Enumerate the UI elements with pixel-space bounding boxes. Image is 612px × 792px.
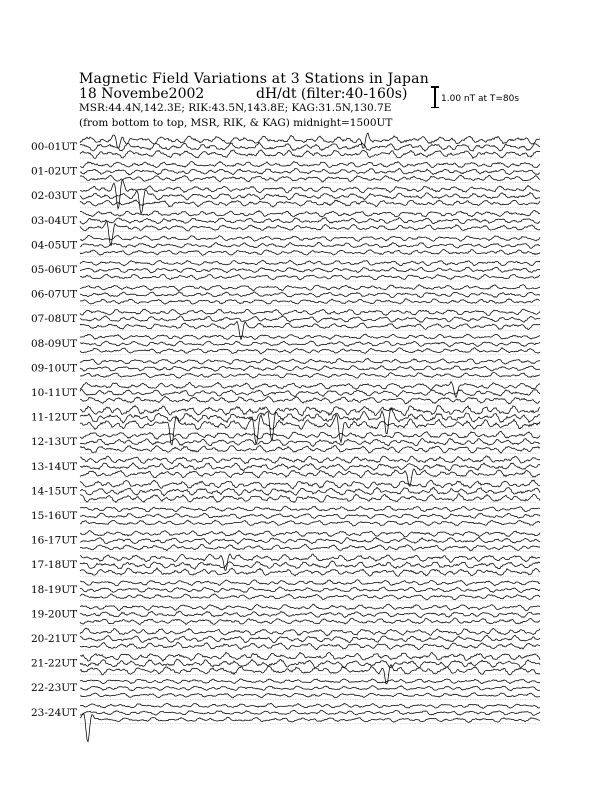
trace-kag-10-11ut [80, 382, 540, 398]
hour-label: 14-15UT [31, 485, 78, 498]
trace-kag-03-04ut [80, 211, 540, 217]
trace-msr-09-10ut [80, 372, 540, 378]
hour-label: 08-09UT [31, 337, 78, 350]
trace-kag-08-09ut [80, 334, 540, 340]
chart-filter-mode: dH/dt (filter:40-160s) [256, 86, 408, 102]
trace-rik-00-01ut [80, 142, 540, 151]
trace-rik-14-15ut [80, 487, 540, 496]
trace-kag-07-08ut [80, 309, 540, 316]
trace-rik-19-20ut [80, 611, 540, 618]
station-coordinates: MSR:44.4N,142.3E; RIK:43.5N,143.8E; KAG:31.5N,130.7E [79, 102, 392, 114]
trace-msr-18-19ut [80, 594, 540, 600]
hour-label: 00-01UT [31, 141, 78, 153]
trace-msr-08-09ut [80, 348, 540, 354]
trace-rik-21-22ut [80, 659, 540, 668]
hour-label: 07-08UT [31, 313, 78, 326]
trace-rik-05-06ut [80, 267, 540, 273]
trace-rik-18-19ut [80, 587, 540, 593]
trace-msr-03-04ut [80, 222, 540, 246]
hour-label: 19-20UT [31, 608, 78, 621]
trace-rik-06-07ut [80, 292, 540, 298]
trace-kag-09-10ut [80, 358, 540, 364]
trace-msr-19-20ut [80, 618, 540, 625]
hour-label: 01-02UT [31, 165, 78, 178]
trace-kag-04-05ut [80, 235, 540, 241]
trace-rik-13-14ut [80, 463, 540, 471]
trace-msr-00-01ut [80, 150, 540, 159]
hour-label: 06-07UT [31, 288, 78, 301]
trace-kag-11-12ut [80, 405, 540, 416]
hour-label: 03-04UT [31, 214, 78, 227]
trace-msr-12-13ut [80, 445, 540, 453]
trace-kag-00-01ut [80, 133, 540, 148]
trace-rik-08-09ut [80, 341, 540, 347]
hour-label: 11-12UT [31, 411, 78, 424]
hour-label: 02-03UT [31, 190, 78, 203]
trace-rik-10-11ut [80, 390, 540, 397]
trace-kag-14-15ut [80, 480, 540, 489]
trace-kag-18-19ut [80, 580, 540, 586]
hour-label: 20-21UT [31, 633, 78, 645]
trace-msr-15-16ut [80, 520, 540, 526]
hour-label: 16-17UT [31, 534, 78, 547]
trace-kag-20-21ut [80, 628, 540, 636]
trace-msr-02-03ut [80, 200, 540, 207]
trace-rik-16-17ut [80, 537, 540, 544]
chart-date: 18 Novembe2002 [79, 86, 205, 102]
hour-label: 17-18UT [31, 559, 78, 572]
hour-label: 05-06UT [31, 264, 78, 276]
hour-label: 04-05UT [31, 239, 78, 252]
hour-label: 15-16UT [31, 510, 78, 522]
trace-rik-09-10ut [80, 366, 540, 372]
hour-label: 12-13UT [31, 436, 78, 449]
trace-msr-14-15ut [80, 494, 540, 503]
trace-msr-06-07ut [80, 299, 540, 305]
trace-kag-16-17ut [80, 531, 540, 537]
trace-kag-19-20ut [80, 604, 540, 610]
trace-kag-13-14ut [80, 456, 540, 464]
hour-label: 13-14UT [31, 460, 78, 473]
trace-msr-10-11ut [80, 396, 540, 404]
trace-rik-22-23ut [80, 686, 540, 691]
trace-kag-06-07ut [80, 285, 540, 291]
trace-rik-20-21ut [80, 635, 540, 643]
trace-rik-03-04ut [80, 217, 540, 224]
trace-rik-01-02ut [80, 168, 540, 175]
trace-msr-23-24ut [80, 713, 540, 741]
trace-rik-12-13ut [80, 438, 540, 446]
hour-label: 23-24UT [31, 706, 78, 719]
trace-kag-22-23ut [80, 679, 540, 684]
trace-msr-05-06ut [80, 274, 540, 280]
trace-kag-23-24ut [80, 703, 540, 708]
trace-rik-17-18ut [80, 561, 540, 569]
trace-rik-04-05ut [80, 242, 540, 248]
scale-label: 1.00 nT at T=80s [441, 94, 520, 104]
hour-label: 22-23UT [31, 682, 78, 695]
hour-label: 21-22UT [31, 657, 78, 670]
trace-rik-02-03ut [80, 190, 540, 214]
trace-rik-07-08ut [80, 316, 540, 323]
trace-msr-04-05ut [80, 249, 540, 255]
trace-msr-20-21ut [80, 642, 540, 649]
trace-kag-01-02ut [80, 161, 540, 167]
trace-msr-17-18ut [80, 568, 540, 577]
station-order-note: (from bottom to top, MSR, RIK, & KAG) midnight=1500UT [79, 117, 393, 129]
chart-title: Magnetic Field Variations at 3 Stations in Japan [79, 71, 429, 87]
trace-kag-05-06ut [80, 260, 540, 266]
hour-label: 09-10UT [31, 362, 78, 375]
hour-label: 10-11UT [31, 387, 78, 399]
trace-msr-16-17ut [80, 544, 540, 551]
trace-msr-01-02ut [80, 175, 540, 182]
trace-rik-15-16ut [80, 513, 540, 519]
trace-rik-23-24ut [80, 710, 540, 715]
hour-label: 18-19UT [31, 583, 78, 596]
trace-msr-22-23ut [80, 693, 540, 698]
trace-kag-12-13ut [80, 431, 540, 439]
trace-kag-15-16ut [80, 506, 540, 512]
